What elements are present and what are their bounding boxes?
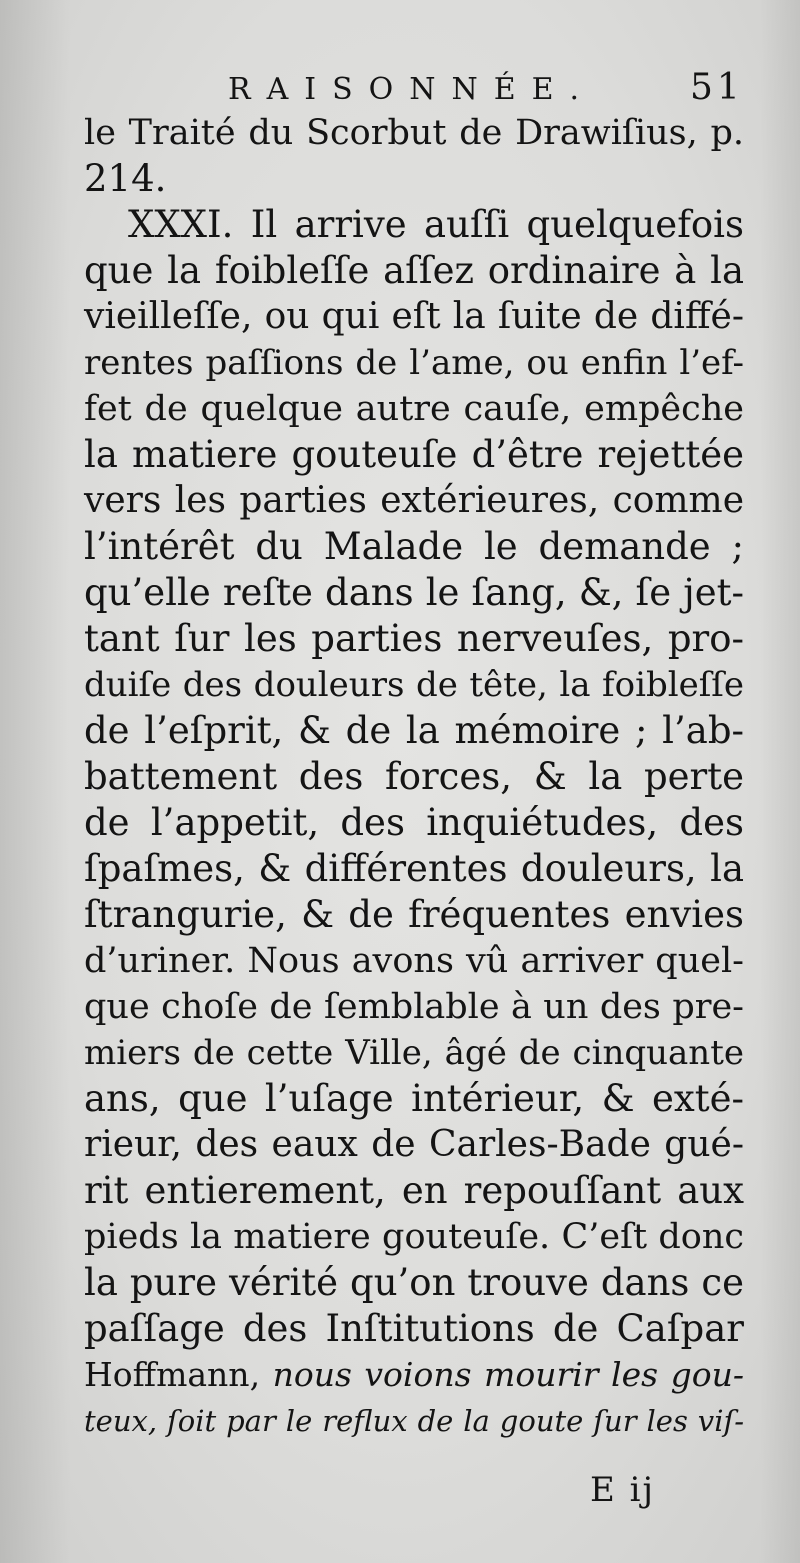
text-line: rentes paſſions de l’ame, ou enfin l’ef-	[84, 343, 744, 383]
text-line: vers les parties extérieures, comme	[84, 480, 744, 521]
text-line: rieur, des eaux de Carles-Bade gué-	[84, 1124, 744, 1165]
text-line: l’intérêt du Malade le demande ;	[84, 525, 744, 568]
text-line-italic: teux, ſoit par le reflux de la goute ſur les viſ-	[84, 1404, 744, 1438]
signature-mark: E ij	[590, 1470, 656, 1510]
text-line: que la foibleſſe aſſez ordinaire à la	[84, 249, 744, 292]
roman-text: Hoffmann,	[84, 1355, 261, 1394]
text-line: qu’elle reſte dans le ſang, &, ſe jet-	[84, 571, 744, 614]
text-line: de l’eſprit, & de la mémoire ; l’ab-	[84, 709, 744, 752]
text-line: la pure vérité qu’on trouve dans ce	[84, 1261, 744, 1304]
page-edge-shadow	[760, 0, 800, 1563]
italic-quotation: nous voions mourir les gou-	[272, 1355, 744, 1394]
text-line: d’uriner. Nous avons vû arriver quel-	[84, 941, 744, 981]
text-line: paſſage des Inſtitutions de Caſpar	[84, 1307, 744, 1350]
text-line: la matiere gouteuſe d’être rejettée	[84, 433, 744, 476]
text-line: pieds la matiere gouteuſe. C’eſt donc	[84, 1217, 744, 1257]
text-line: vieilleſſe, ou qui eſt la ſuite de diffé-	[84, 296, 744, 337]
text-line: fet de quelque autre cauſe, empêche	[84, 389, 744, 429]
text-line: le Traité du Scorbut de Drawiſius, p.	[84, 113, 744, 153]
text-line: 214.	[84, 157, 167, 200]
text-line: tant ſur les parties nerveuſes, pro-	[84, 617, 744, 660]
text-line: duiſe des douleurs de tête, la foibleſſe	[84, 665, 744, 705]
text-line-mixed	[84, 1352, 744, 1398]
text-line: que choſe de ſemblable à un des pre-	[84, 987, 744, 1027]
body-text	[84, 110, 744, 1444]
running-head: RAISONNÉE.	[228, 72, 596, 107]
text-line: miers de cette Ville, âgé de cinquante	[84, 1033, 744, 1073]
page-number: 51	[690, 67, 744, 108]
text-line: ſtrangurie, & de fréquentes envies	[84, 893, 744, 936]
text-line: XXXI. Il arrive auſſi quelquefois	[128, 203, 744, 246]
text-line: ſpaſmes, & différentes douleurs, la	[84, 847, 744, 890]
text-line: de l’appetit, des inquiétudes, des	[84, 801, 744, 844]
text-line: ans, que l’uſage intérieur, & exté-	[84, 1077, 744, 1120]
text-line: battement des forces, & la perte	[84, 755, 744, 798]
text-line: rit entierement, en repouſſant aux	[84, 1169, 744, 1212]
gutter-shadow	[0, 0, 70, 1563]
